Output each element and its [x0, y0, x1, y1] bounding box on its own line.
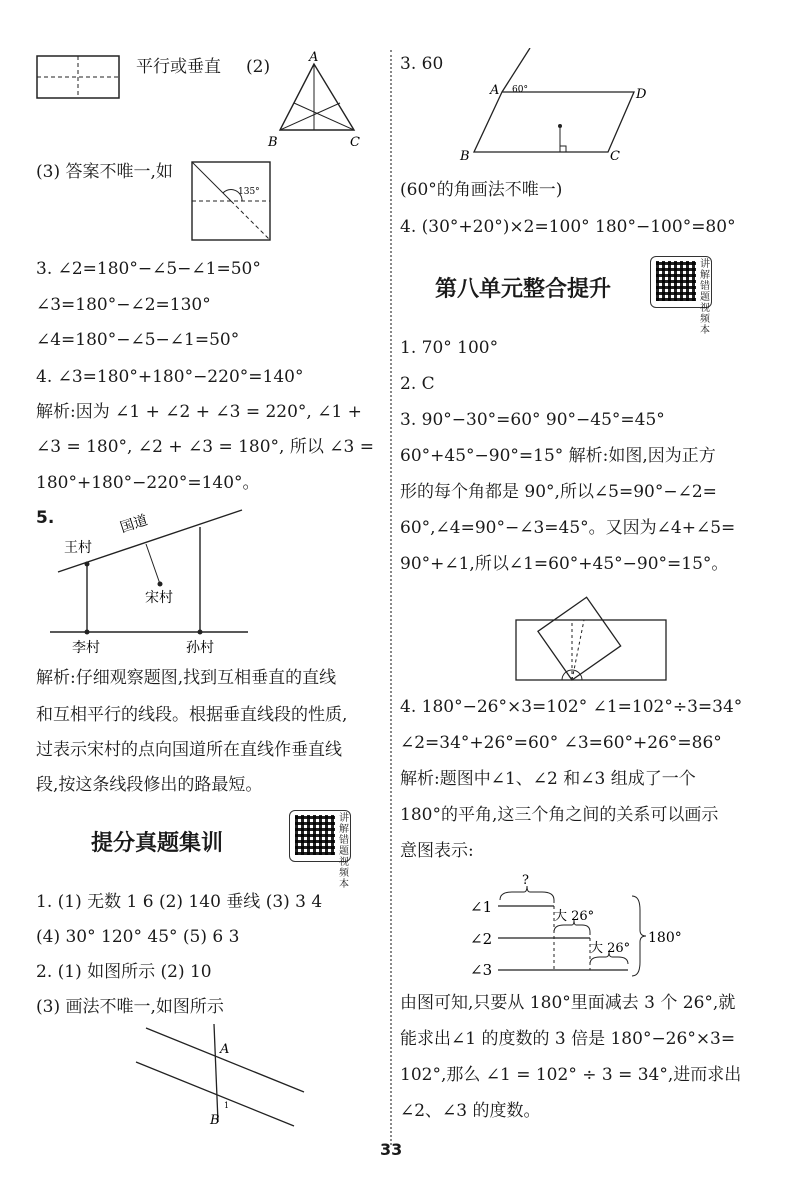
angle-60-label: 60°	[512, 85, 528, 95]
s4-line-2: ∠2=34°+26°=60° ∠3=60°+26°=86°	[400, 733, 722, 753]
fig-label-1: 1	[224, 1101, 230, 1110]
qr-code-icon	[656, 261, 696, 301]
qr-code-right[interactable]	[650, 256, 712, 336]
angle-relationship-diagram	[470, 870, 700, 985]
diagram-big2: 大 26°	[590, 941, 631, 956]
s4-analysis-3: 意图表示:	[400, 841, 474, 861]
diagram-label-a3: ∠3	[470, 961, 493, 979]
village-road-map	[50, 500, 250, 660]
wang-village-label: 王村	[64, 540, 92, 556]
tri-label-c: C	[350, 135, 360, 150]
s1-answer: 1. 70° 100°	[400, 338, 499, 358]
s3-line-2: 60°+45°−90°=15° 解析:如图,因为正方	[400, 446, 716, 466]
li-village-label: 李村	[72, 640, 100, 656]
tri-label-a: A	[309, 50, 319, 65]
para-label-d: D	[636, 87, 647, 102]
folded-rectangle-figure	[36, 50, 126, 100]
p2-line-2: (3) 画法不唯一,如图所示	[36, 997, 224, 1017]
q5-analysis-1: 解析:仔细观察题图,找到互相垂直的直线	[36, 668, 337, 688]
sun-village-label: 孙村	[186, 640, 214, 656]
q3-line-1: 3. ∠2=180°−∠5−∠1=50°	[36, 259, 261, 279]
q4-analysis-1: 解析:因为 ∠1 + ∠2 + ∠3 = 220°, ∠1 +	[36, 402, 362, 422]
s4-end-1: 由图可知,只要从 180°里面减去 3 个 26°,就	[400, 993, 736, 1013]
s3-line-4: 60°,∠4=90°−∠3=45°。又因为∠4+∠5=	[400, 518, 736, 538]
q5-analysis-4: 段,按这条线段修出的路最短。	[36, 775, 263, 795]
qr-code-icon	[295, 815, 335, 855]
q3-line-3: ∠4=180°−∠5−∠1=50°	[36, 330, 240, 350]
square-135-figure	[190, 160, 276, 244]
tri-label-b: B	[268, 135, 278, 150]
s4-line-1: 4. 180°−26°×3=102° ∠1=102°÷3=34°	[400, 697, 743, 717]
r4-answer: 4. (30°+20°)×2=100° 180°−100°=80°	[400, 217, 736, 237]
para-label-b: B	[460, 149, 470, 164]
parallel-lines-figure	[132, 1022, 322, 1132]
angle-135-label: 135°	[238, 187, 260, 197]
diagram-big1: 大 26°	[554, 909, 595, 924]
fig-label-b: B	[210, 1113, 220, 1128]
s4-analysis-2: 180°的平角,这三个角之间的关系可以画示	[400, 805, 719, 825]
q5-analysis-2: 和互相平行的线段。根据垂直线段的性质,	[36, 705, 348, 725]
qr-label-right: 讲解错题视频本	[700, 259, 710, 336]
s3-line-5: 90°+∠1,所以∠1=60°+45°−90°=15°。	[400, 554, 729, 574]
diagram-label-a1: ∠1	[470, 898, 493, 916]
s4-end-4: ∠2、∠3 的度数。	[400, 1101, 541, 1121]
q4-analysis-3: 180°+180°−220°=140°。	[36, 473, 260, 493]
qr-code-left[interactable]	[289, 810, 351, 890]
square-rotated-figure	[510, 592, 670, 692]
p1-line-2: (4) 30° 120° 45° (5) 6 3	[36, 927, 240, 947]
road-label: 国道	[118, 512, 150, 537]
s4-analysis-1: 解析:题图中∠1、∠2 和∠3 组成了一个	[400, 769, 696, 789]
p2-line-1: 2. (1) 如图所示 (2) 10	[36, 962, 212, 982]
diagram-total: 180°	[648, 930, 682, 946]
p1-line-1: 1. (1) 无数 1 6 (2) 140 垂线 (3) 3 4	[36, 892, 323, 912]
s2-answer: 2. C	[400, 374, 435, 394]
r3-answer: 3. 60	[400, 54, 444, 74]
section-title-right: 第八单元整合提升	[435, 277, 612, 302]
fig1-sub: (2)	[246, 57, 271, 77]
parallelogram-figure	[450, 48, 650, 173]
q5-analysis-3: 过表示宋村的点向国道所在直线作垂直线	[36, 740, 342, 760]
q5-number: 5.	[36, 508, 55, 528]
r3-note: (60°的角画法不唯一)	[400, 180, 563, 200]
fig-label-a: A	[220, 1042, 230, 1057]
diagram-label-a2: ∠2	[470, 930, 493, 948]
fig1-caption: 平行或垂直	[136, 57, 221, 77]
para-label-a: A	[490, 83, 500, 98]
column-divider	[390, 50, 392, 1145]
page-number: 33	[380, 1140, 403, 1159]
qr-label-left: 讲解错题视频本	[339, 813, 349, 890]
q3-line-2: ∠3=180°−∠2=130°	[36, 295, 211, 315]
triangle-altitudes-figure	[266, 48, 366, 153]
s3-line-1: 3. 90°−30°=60° 90°−45°=45°	[400, 410, 665, 430]
s4-end-2: 能求出∠1 的度数的 3 倍是 180°−26°×3=	[400, 1029, 736, 1049]
q4-analysis-2: ∠3 = 180°, ∠2 + ∠3 = 180°, 所以 ∠3 =	[36, 437, 374, 457]
item-3-text: (3) 答案不唯一,如	[36, 162, 173, 182]
s4-end-3: 102°,那么 ∠1 = 102° ÷ 3 = 34°,进而求出	[400, 1065, 742, 1085]
section-title-left: 提分真题集训	[91, 831, 224, 856]
song-village-label: 宋村	[145, 590, 173, 606]
para-label-c: C	[610, 149, 620, 164]
q4-line: 4. ∠3=180°+180°−220°=140°	[36, 367, 304, 387]
diagram-q: ?	[522, 873, 529, 888]
s3-line-3: 形的每个角都是 90°,所以∠5=90°−∠2=	[400, 482, 717, 502]
